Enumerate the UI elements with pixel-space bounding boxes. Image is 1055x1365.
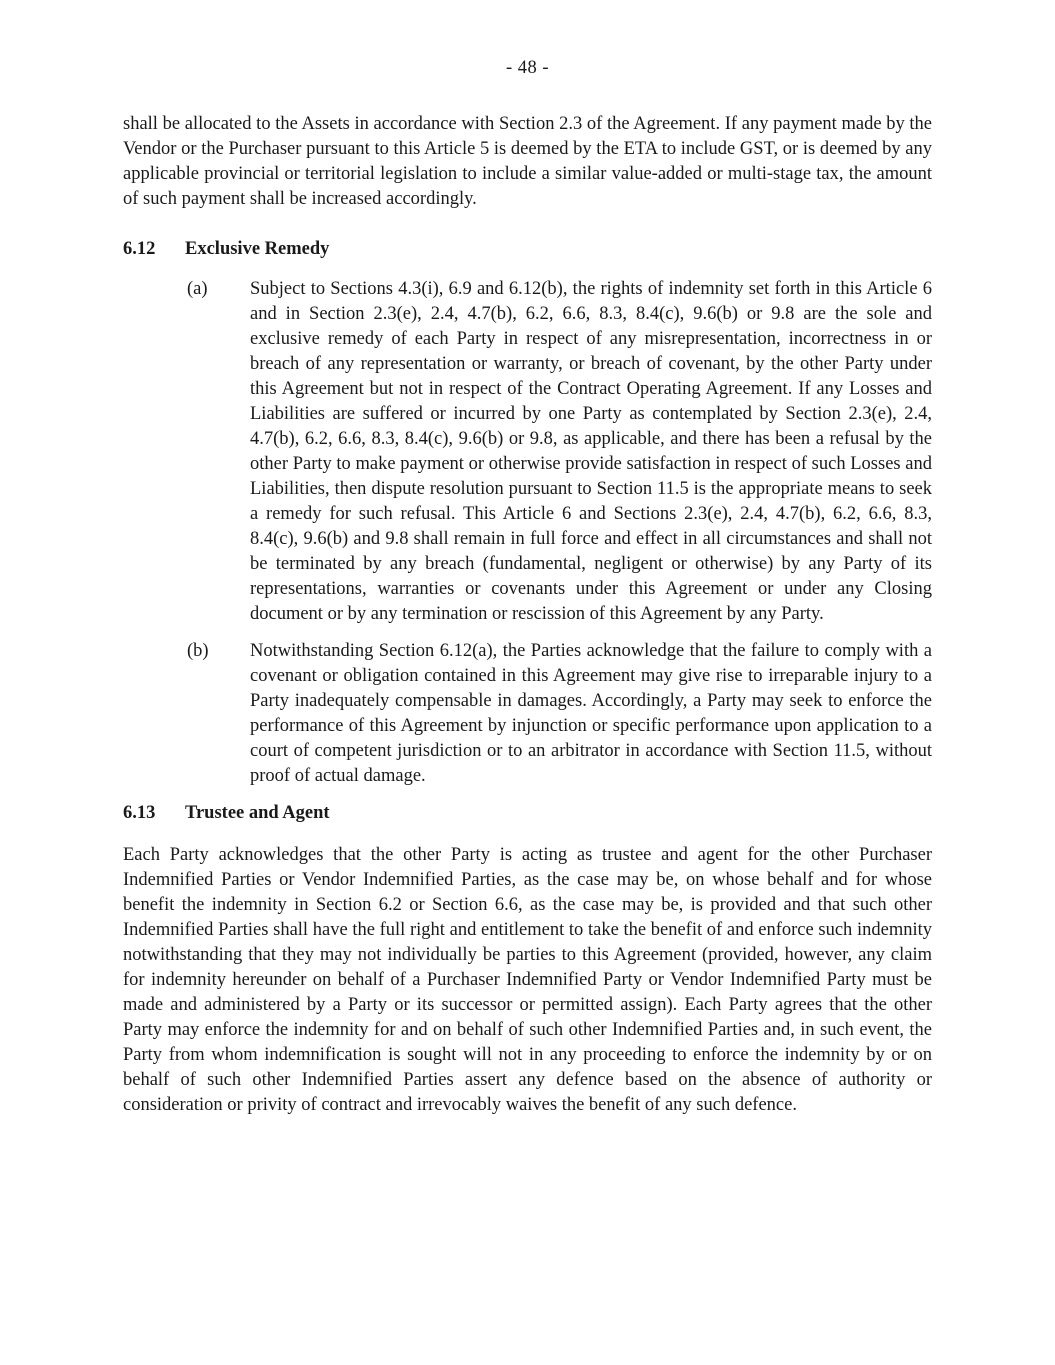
clause-b	[123, 639, 932, 789]
trustee-and-agent-paragraph: Each Party acknowledges that the other Party is acting as trustee and agent for the other Purchaser Indemnified Parties or Vendor Indemnified Parties, as the case may be, on whose behalf and for whose benefit the indemnity in Section 6.2 or Section 6.6, as the case may be, is provided and that such other Indemnified Parties shall have the full right and entitlement to take the benefit of and enforce such indemnity notwithstanding that they may not individually be parties to this Agreement (provided, however, any claim for indemnity hereunder on behalf of a Purchaser Indemnified Party or Vendor Indemnified Party must be made and administered by a Party or its successor or permitted assign). Each Party agrees that the other Party may enforce the indemnity for and on behalf of such other Indemnified Parties and, in such event, the Party from whom indemnification is sought will not in any proceeding to enforce the indemnity by or on behalf of such other Indemnified Parties assert any defence based on the absence of authority or consideration or privity of contract and irrevocably waives the benefit of any such defence.	[123, 845, 932, 1115]
section-heading-6-12	[123, 237, 932, 262]
section-heading-6-13	[123, 801, 932, 826]
page-number: - 48 -	[505, 58, 550, 78]
clause-a-text: Subject to Sections 4.3(i), 6.9 and 6.12(b), the rights of indemnity set forth in this Article 6 and in Section 2.3(e), 2.4, 4.7(b), 6.2, 6.6, 8.3, 8.4(c), 9.6(b) or 9.8 are the sole and exclusive remedy of each Party in respect of any misrepresentation, incorrectness in or breach of any representation or warranty, or breach of covenant, by the other Party under this Agreement but not in respect of the Contract Operating Agreement. If any Losses and Liabilities are suffered or incurred by one Party as contemplated by Section 2.3(e), 2.4, 4.7(b), 6.2, 6.6, 8.3, 8.4(c), 9.6(b) or 9.8, as applicable, and there has been a refusal by the other Party to make payment or otherwise provide satisfaction in respect of such Losses and Liabilities, then dispute resolution pursuant to Section 11.5 is the appropriate means to seek a remedy for such refusal. This Article 6 and Sections 2.3(e), 2.4, 4.7(b), 6.2, 6.6, 8.3, 8.4(c), 9.6(b) and 9.8 shall remain in full force and effect in all circumstances and shall not be terminated by any breach (fundamental, negligent or otherwise) by any Party of its representations, warranties or covenants under this Agreement or under any Closing document or by any termination or rescission of this Agreement by any Party.	[250, 279, 932, 624]
intro-paragraph: shall be allocated to the Assets in accordance with Section 2.3 of the Agreement. If any payment made by the Vendor or the Purchaser pursuant to this Article 5 is deemed by the ETA to include GST, or is deemed by any applicable provincial or territorial legislation to include a similar value-added or multi-stage tax, the amount of such payment shall be increased accordingly.	[123, 114, 932, 209]
clause-a	[123, 277, 932, 627]
section-number-6-12: 6.12	[123, 239, 156, 259]
clause-a-label: (a)	[187, 279, 208, 299]
clause-b-label: (b)	[187, 641, 209, 661]
section-title-6-12: Exclusive Remedy	[185, 239, 330, 259]
clause-b-text: Notwithstanding Section 6.12(a), the Parties acknowledge that the failure to comply with a covenant or obligation contained in this Agreement may give rise to irreparable injury to a Party inadequately compensable in damages. Accordingly, a Party may seek to enforce the performance of this Agreement by injunction or specific performance upon application to a court of competent jurisdiction or to an arbitrator in accordance with Section 11.5, without proof of actual damage.	[250, 641, 932, 786]
section-number-6-13: 6.13	[123, 803, 156, 823]
section-title-6-13: Trustee and Agent	[185, 803, 330, 823]
